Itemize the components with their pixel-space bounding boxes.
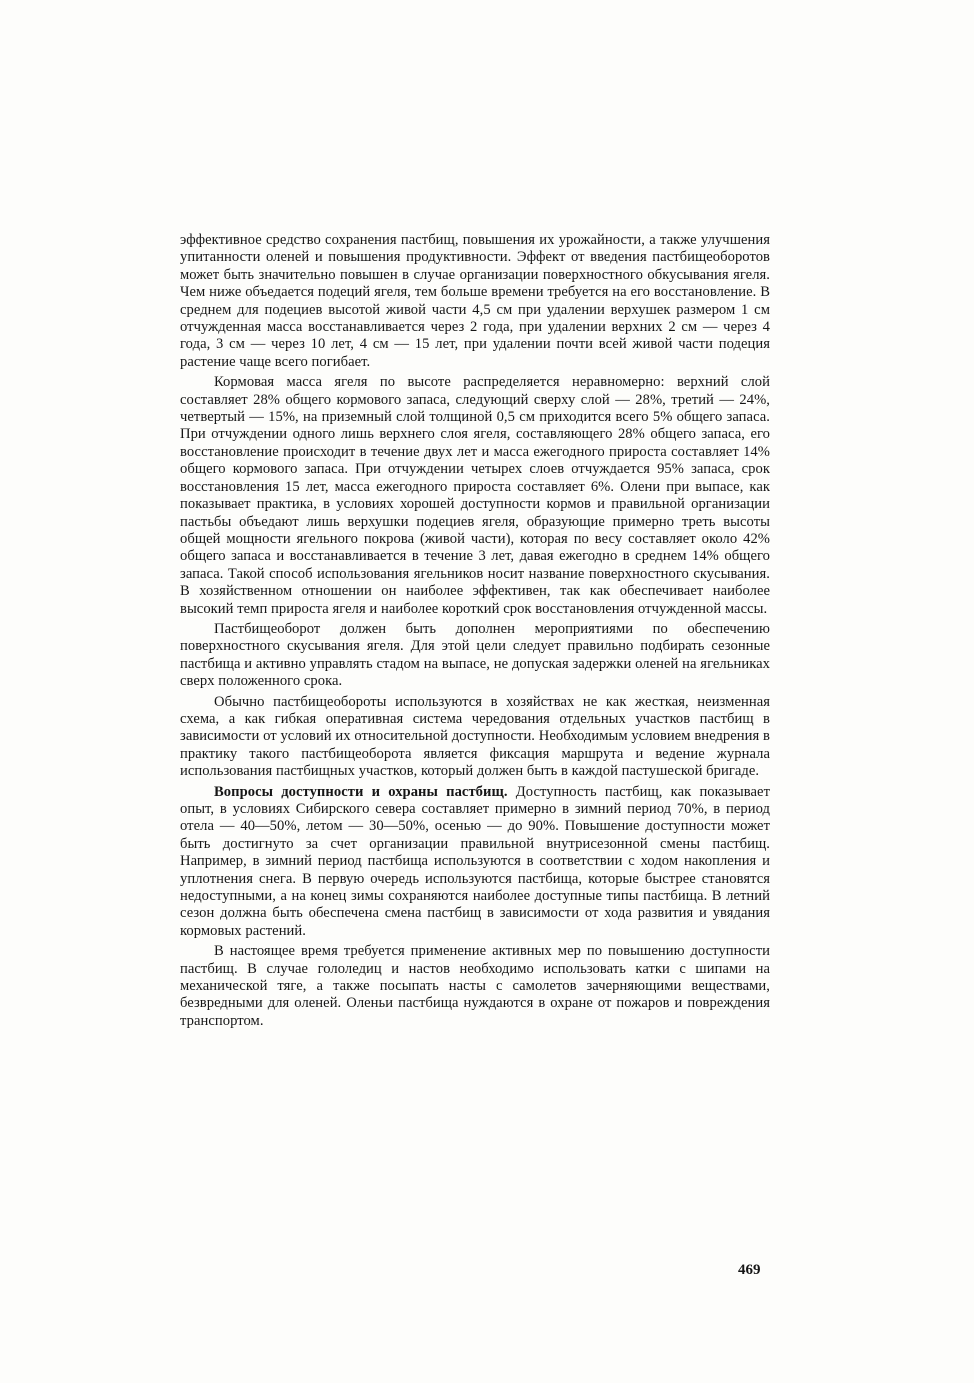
paragraph-6-text: В настоящее время требуется применение активных мер по повышению доступности пастбищ. В случае гололедиц и настов необходимо использовать катки с шипами на механической тяге, а также посыпать насты с самолетов зачерняющими веществами, безвредными для оленей. Оленьи пастбища нуждаются в охране от пожаров и повреждения транспортом. (180, 943, 770, 1029)
section-heading: Вопросы доступности и охраны пастбищ. (214, 783, 508, 800)
paragraph-5-text: Доступность пастбищ, как показывает опыт, в условиях Сибирского севера составляет примерно в зимний период 70%, в период отела — 40—50%, летом — 30—50%, осенью — до 90%. Повышение доступности может быть достигнуто за счет организации правильной внутрисезонной смены пастбищ. Например, в зимний период пастбища используются в соответствии с ходом накопления и уплотнения снега. В первую очередь используются пастбища, которые быстрее становятся недоступными, а на конец зимы сохраняются наиболее доступные типы пастбища. В летний сезон должна быть обеспечена смена пастбищ в зависимости от хода развития и увядания кормовых растений. (180, 783, 770, 939)
paragraph-1-text: эффективное средство сохранения пастбищ, повышения их урожайности, а также улучшения упитанности оленей и повышения продуктивности. Эффект от введения пастбищеоборотов может быть значительно повышен в случае организации поверхностного обкусывания ягеля. Чем ниже объедается подеций ягеля, тем больше времени требуется на его восстановление. В среднем для подециев высотой живой части 4,5 см при удалении верхушек размером 1 см отчужденная масса восстанавливается через 2 года, при удалении верхних 2 см — через 4 года, 3 см — через 10 лет, 4 см — 15 лет, при удалении почти всей живой части подеция растение чаще всего погибает. (180, 232, 770, 370)
paragraph-4-text: Обычно пастбищеобороты используются в хозяйствах не как жесткая, неизменная схема, а как гибкая оперативная система чередования отдельных участков пастбищ в зависимости от условий их относительной доступности. Необходимым условием внедрения в практику такого пастбищеоборота является фиксация маршрута и ведение журнала использования пастбищных участков, который должен быть в каждой пастушеской бригаде. (180, 693, 770, 780)
paragraph-3-text: Пастбищеоборот должен быть дополнен мероприятиями по обеспечению поверхностного скусывания ягеля. Для этой цели следует правильно подбирать сезонные пастбища и активно управлять стадом на выпасе, не допуская задержки оленей на ягельниках сверх положенного срока. (180, 620, 770, 690)
paragraph-3 (180, 621, 770, 691)
paragraph-6 (180, 943, 770, 1030)
paragraph-2 (180, 374, 770, 618)
page-number: 469 (738, 1262, 761, 1278)
paragraph-5 (180, 784, 770, 941)
paragraph-2-text: Кормовая масса ягеля по высоте распределяется неравномерно: верхний слой составляет 28% общего кормового запаса, следующий сверху слой — 28%, третий — 24%, четвертый — 15%, на приземный слой толщиной 0,5 см приходится всего 5% общего запаса. При отчуждении одного лишь верхнего слоя ягеля, составляющего 28% общего запаса, его восстановление происходит в течение двух лет и масса ежегодного прироста составляет 14% общего кормового запаса. При отчуждении четырех слоев отчуждается 95% запаса, срок восстановления 15 лет, масса ежегодного прироста составляет 6%. Олени при выпасе, как показывает практика, в условиях хорошей доступности кормов и правильной организации пастьбы объедают лишь верхушки подециев ягеля, образующие примерно треть высоты общей мощности ягельного покрова (живой части), которая по весу составляет около 42% общего запаса и восстанавливается в течение 3 лет, давая ежегодно в среднем 14% общего запаса. Такой способ использования ягельников носит название поверхностного скусывания. В хозяйственном отношении он наиболее эффективен, так как обеспечивает наиболее высокий темп прироста ягеля и наиболее короткий срок восстановления отчужденной массы. (180, 374, 770, 617)
paragraph-1 (180, 232, 770, 371)
text-column (180, 232, 770, 1033)
paragraph-4 (180, 694, 770, 781)
